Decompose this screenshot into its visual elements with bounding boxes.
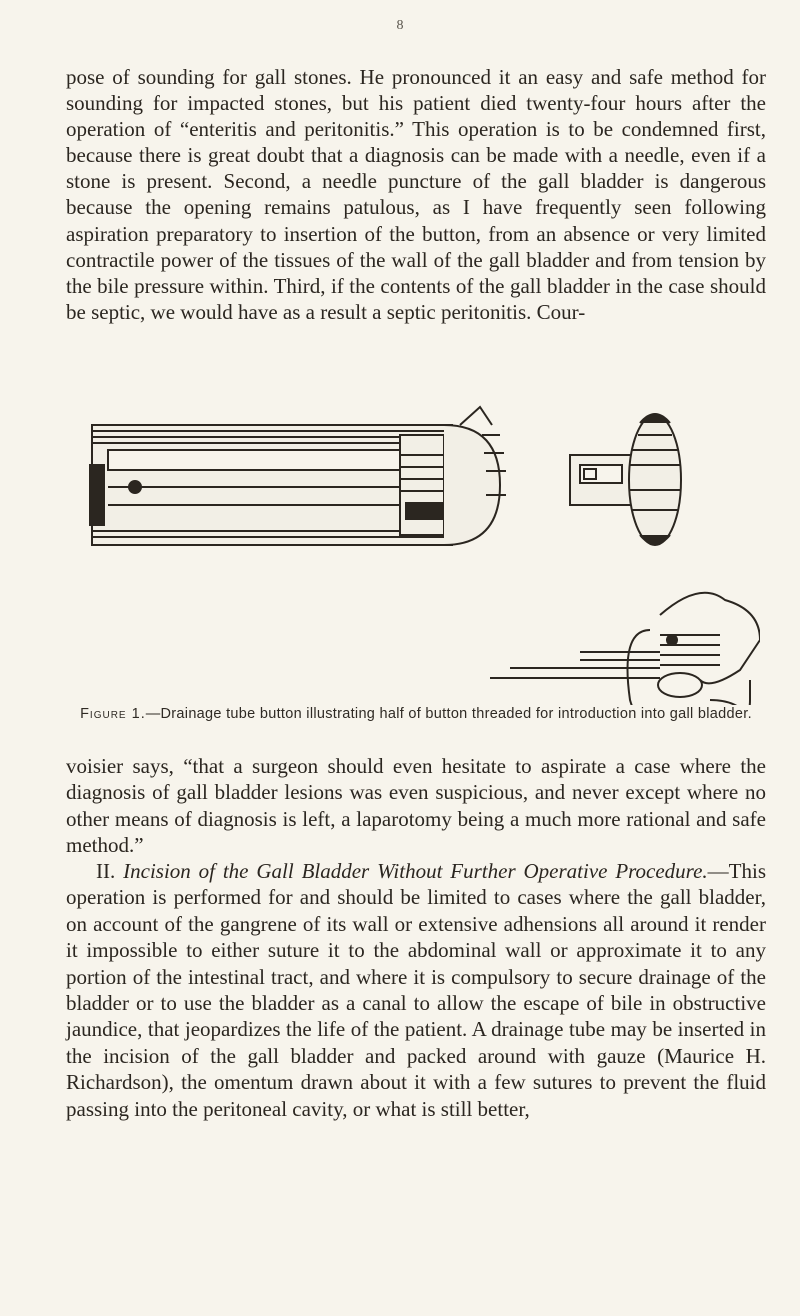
paragraph-3-body: —This operation is performed for and should be limited to cases where the gall bladder, on account of the gangrene of its wall or extensive adhensions all around it render it impossible to either suture it to the abdominal wall or approximate it to any portion of the intestinal tract, and where it is compulsory to secure drainage of the bladder or to use the bladder as a canal to allow the escape of bile in obstructive jaundice, that jeopardizes the life of the patient. A drainage tube may be inserted in the incision of the gall bladder and packed around with gauze (Maurice H. Richardson), the omentum drawn about it with a few sutures to prevent the fluid passing into the peritoneal cavity, or what is still better,	[66, 859, 766, 1121]
button-threaded-drawing	[490, 593, 760, 705]
section-number: II.	[96, 859, 116, 883]
button-half-drawing	[570, 414, 681, 545]
figure-caption	[66, 705, 766, 724]
figure-label: Figure 1.	[80, 706, 146, 722]
section-title: Incision of the Gall Bladder Without Further Operative Procedure.	[123, 859, 708, 883]
paragraph-1: pose of sounding for gall stones. He pronounced it an easy and safe method for sounding for impacted stones, but his patient died twenty-four hours after the operation of “enteritis and peritonitis.” This operation is to be condemned first, because there is great doubt that a diagnosis can be made with a needle, even if a stone is present. Second, a needle puncture of the gall bladder is dangerous because the opening remains patulous, as I have frequently seen following aspiration preparatory to insertion of the button, from an absence or very limited contractile power of the tissues of the wall of the gall bladder and from tension by the bile pressure within. Third, if the contents of the gall bladder in the case should be septic, we would have as a result a septic peritonitis. Cour-	[66, 65, 766, 324]
tube-with-button-half-drawing	[90, 407, 506, 545]
page-number: 8	[396, 18, 404, 33]
paragraph-3	[66, 858, 766, 1122]
figure-caption-text: —Drainage tube button illustrating half of button threaded for introduction into gall bladder.	[145, 706, 752, 722]
figure-1-illustration	[60, 395, 760, 745]
drainage-tube-button-drawing	[60, 395, 760, 705]
paragraph-2: voisier says, “that a surgeon should even hesitate to aspirate a case where the diagnosis of gall bladder lesions was even suspicious, and never except where no other means of diagnosis is left, a laparotomy being a much more rational and safe method.”	[66, 754, 766, 858]
